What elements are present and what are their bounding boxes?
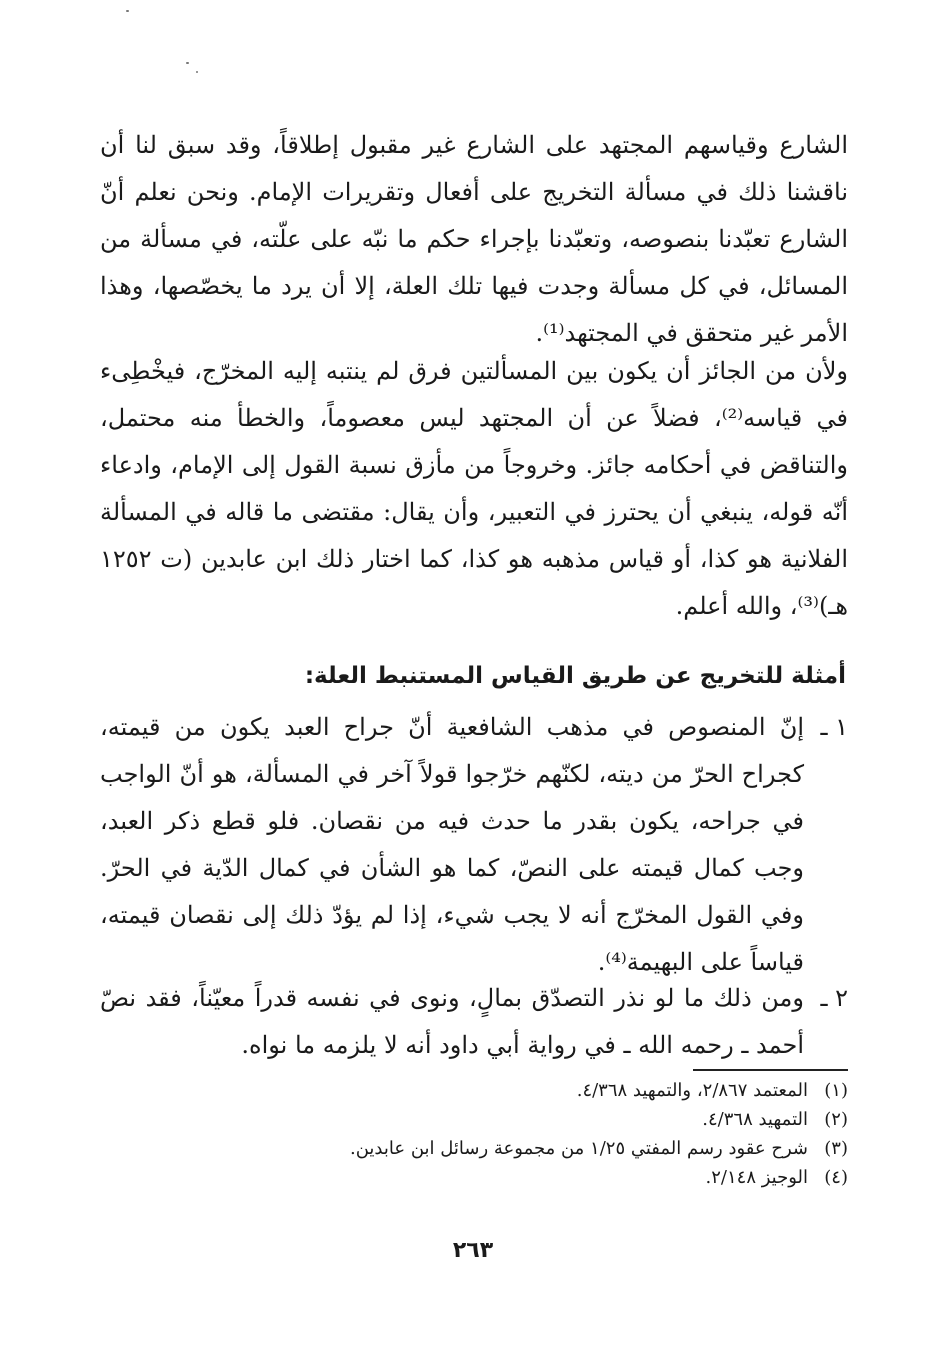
example-item-2 [100, 975, 848, 1069]
example-text: إنّ المنصوص في مذهب الشافعية أنّ جراح العبد يكون من قيمته، كجراح الحرّ من ديته، لكنّهم خرّجوا قولاً آخر في المسألة، هو أنّ الواجب في جراحه، يكون بقدر ما حدث فيه من نقصان. فلو قطع ذكر العبد، وجب كمال قيمته على النصّ، كما هو الشأن في كمال الدّية في الحرّ. وفي القول المخرّج أنه لا يجب شيء، إذا لم يؤدّ ذلك إلى نقصان قيمته، قياساً على البهيمة⁽⁴⁾. [100, 713, 804, 976]
print-speck [186, 62, 189, 64]
footnote-number: (١) [824, 1080, 848, 1101]
footnote-text: التمهيد ٤/٣٦٨. [702, 1109, 808, 1130]
example-text: ومن ذلك ما لو نذر التصدّق بمالٍ، ونوى في نفسه قدراً معيّناً، فقد نصّ أحمد ـ رحمه الله ـ في رواية أبي داود أنه لا يلزمه ما نواه. [100, 984, 804, 1059]
footnote-number: (٤) [824, 1167, 848, 1188]
body-paragraph-2: ولأن من الجائز أن يكون بين المسألتين فرق لم ينتبه إليه المخرّج، فيخْطِىء في قياسه⁽²⁾، فضلاً عن أن المجتهد ليس معصوماً، والخطأ منه محتمل، والتناقض في أحكامه جائز. وخروجاً من مأزق نسبة القول إلى الإمام، وادعاء أنّه قوله، ينبغي أن يحترز في التعبير، وأن يقال: مقتضى ما قاله في المسألة الفلانية هو كذا، أو قياس مذهبه هو كذا، كما اختار ذلك ابن عابدين (ت ١٢٥٢ هـ)⁽³⁾، والله أعلم. [100, 357, 848, 620]
footnote-number: (٣) [824, 1138, 848, 1159]
example-number: ١ ـ [820, 713, 848, 741]
body-paragraph-1: الشارع وقياسهم المجتهد على الشارع غير مقبول إطلاقاً، وقد سبق لنا أن ناقشنا ذلك في مسألة التخريج على أفعال وتقريرات الإمام. ونحن نعلم أنّ الشارع تعبّدنا بنصوصه، وتعبّدنا بإجراء حكم ما نبّه على علّته، في مسألة من المسائل، في كل مسألة وجدت فيها تلك العلة، إلا أن يرد ما يخصّصها، وهذا الأمر غير متحقق في المجتهد⁽¹⁾. [100, 131, 849, 347]
footnotes-list [248, 1076, 848, 1192]
footnote-divider [693, 1069, 848, 1071]
page-number: ٢٦٣ [452, 1238, 494, 1263]
footnote-text: شرح عقود رسم المفتي ١/٢٥ من مجموعة رسائل ابن عابدين. [350, 1138, 808, 1159]
footnote-item [248, 1105, 848, 1134]
footnote-item [248, 1076, 848, 1105]
footnote-item [248, 1134, 848, 1163]
example-number: ٢ ـ [820, 984, 848, 1012]
example-item-1 [100, 704, 848, 986]
footnote-item [248, 1163, 848, 1192]
print-speck [126, 10, 129, 12]
section-heading: أمثلة للتخريج عن طريق القياس المستنبط العلة: [304, 663, 846, 689]
footnote-number: (٢) [824, 1109, 848, 1130]
print-speck [196, 71, 198, 73]
footnote-text: الوجيز ٢/١٤٨. [705, 1167, 808, 1188]
footnote-text: المعتمد ٢/٨٦٧، والتمهيد ٤/٣٦٨. [576, 1080, 808, 1101]
